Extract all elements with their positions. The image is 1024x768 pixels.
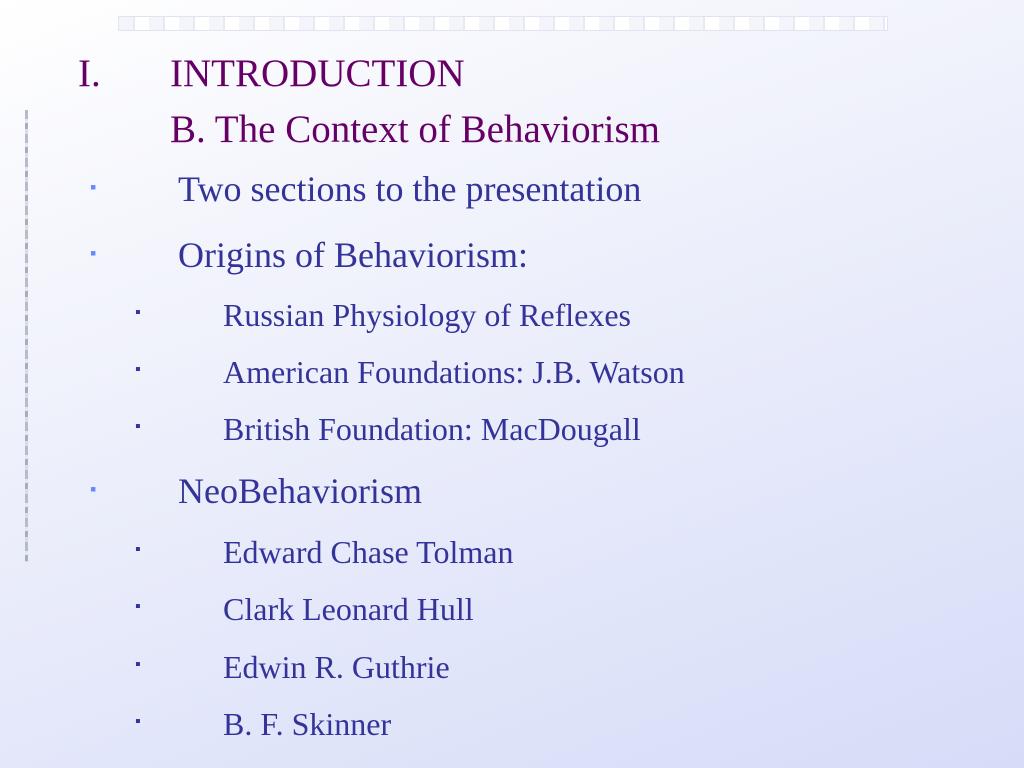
- bullet-text: Two sections to the presentation: [178, 169, 642, 209]
- bullet-text: Origins of Behaviorism:: [178, 235, 528, 275]
- bullet-square-icon: ▪: [135, 656, 141, 673]
- title-subheading: B. The Context of Behaviorism: [170, 108, 660, 151]
- bullet-square-icon: ▪: [135, 598, 141, 615]
- sub-bullet-text: Russian Physiology of Reflexes: [223, 297, 631, 333]
- title-heading: INTRODUCTION: [170, 52, 465, 95]
- bullet-square-icon: ▪: [135, 418, 141, 435]
- top-decorative-rule: [118, 16, 888, 31]
- sub-bullet-text: Clark Leonard Hull: [223, 591, 474, 627]
- bullet-square-icon: ▪: [90, 479, 97, 499]
- bullet-square-icon: ▪: [135, 713, 141, 730]
- sub-bullet-text: American Foundations: J.B. Watson: [223, 354, 685, 390]
- title-number: I.: [78, 52, 101, 95]
- bullet-square-icon: ▪: [90, 177, 97, 197]
- left-decorative-rule: [25, 110, 28, 562]
- sub-bullet-text: Edward Chase Tolman: [223, 534, 514, 570]
- sub-bullet-text: Edwin R. Guthrie: [223, 649, 450, 685]
- bullet-square-icon: ▪: [135, 304, 141, 321]
- sub-bullet-text: B. F. Skinner: [223, 706, 392, 742]
- bullet-text: NeoBehaviorism: [178, 471, 422, 511]
- sub-bullet-text: British Foundation: MacDougall: [223, 411, 641, 447]
- bullet-square-icon: ▪: [135, 541, 141, 558]
- bullet-square-icon: ▪: [90, 243, 97, 263]
- bullet-square-icon: ▪: [135, 361, 141, 378]
